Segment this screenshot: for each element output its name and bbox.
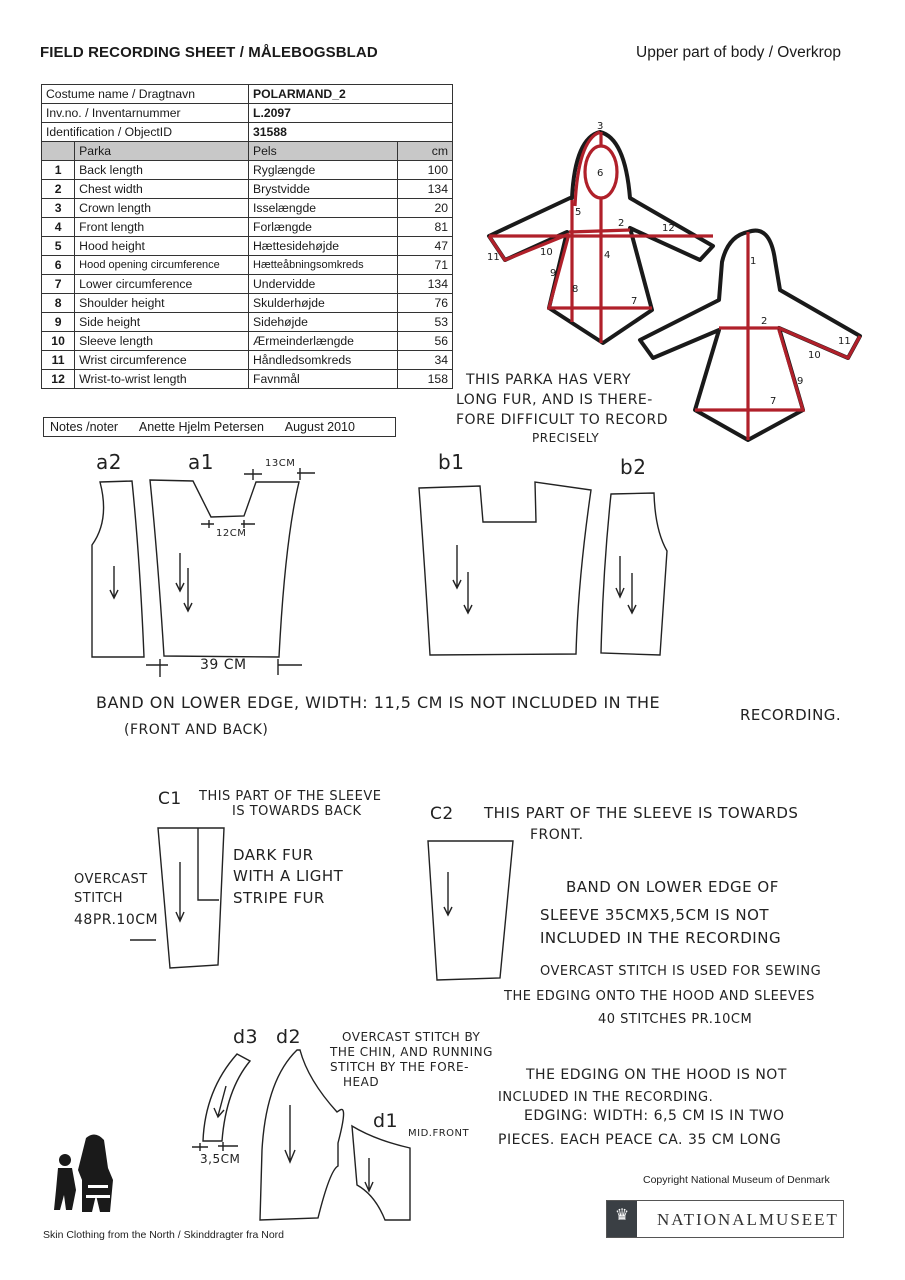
costume-label: Costume name / Dragtnavn: [42, 85, 249, 104]
back-measure-label: 9: [797, 376, 804, 387]
measurement-value: 47: [398, 237, 453, 256]
c1-fur-line: STRIPE FUR: [233, 889, 325, 907]
front-parka-diagram: [489, 132, 713, 343]
measurement-name-en: Back length: [75, 161, 249, 180]
series-caption: Skin Clothing from the North / Skinddragter fra Nord: [43, 1229, 285, 1241]
measurement-name-en: Front length: [75, 218, 249, 237]
measurement-name-da: Hættesidehøjde: [249, 237, 398, 256]
dim-13-marks: [244, 468, 315, 480]
fur-note-line: FORE DIFFICULT TO RECORD: [456, 412, 669, 428]
measurement-value: 34: [398, 351, 453, 370]
measurement-value: 100: [398, 161, 453, 180]
nationalmuseet-logo: [606, 1200, 844, 1238]
piece-c1-label: C1: [158, 789, 182, 809]
back-measure-label: 11: [838, 336, 851, 347]
measurement-value: 56: [398, 332, 453, 351]
measurement-number: 6: [42, 256, 75, 275]
c2-note-line: THIS PART OF THE SLEEVE IS TOWARDS: [484, 804, 799, 822]
measurement-value: 158: [398, 370, 453, 389]
measurement-value: 134: [398, 180, 453, 199]
measurement-value: 76: [398, 294, 453, 313]
crown-icon: ♛: [607, 1201, 637, 1237]
back-measure-label: 10: [808, 350, 821, 361]
measurement-name-da: Ryglængde: [249, 161, 398, 180]
id-label: Identification / ObjectID: [42, 123, 249, 142]
piece-c1-outline: [158, 828, 224, 968]
piece-d2-outline: [260, 1050, 344, 1220]
measurement-name-en: Hood height: [75, 237, 249, 256]
piece-d2-label: d2: [276, 1026, 302, 1048]
piece-c2-arrow: [444, 872, 452, 915]
notes-date: August 2010: [284, 420, 355, 434]
fur-note-line: PRECISELY: [532, 431, 600, 445]
measurement-name-da: Ærmeinderlængde: [249, 332, 398, 351]
dim-13-label: 13CM: [265, 458, 296, 469]
measurement-name-en: Wrist-to-wrist length: [75, 370, 249, 389]
skin-clothing-figures: [54, 1134, 113, 1212]
piece-a2-label: a2: [96, 450, 122, 474]
measurement-name-da: Undervidde: [249, 275, 398, 294]
front-measure-label: 12: [662, 223, 675, 234]
piece-d2-arrow: [285, 1105, 295, 1162]
edging-note-line: THE EDGING ON THE HOOD IS NOT: [526, 1067, 787, 1083]
measurement-name-da: Hætteåbningsomkreds: [249, 256, 398, 275]
piece-b2-arrow: [616, 556, 636, 613]
back-measure-label: 2: [761, 316, 768, 327]
dim-12-marks: [201, 520, 255, 528]
measurement-name-da: Sidehøjde: [249, 313, 398, 332]
chin-note-line: OVERCAST STITCH BY: [342, 1030, 481, 1044]
piece-b1-label: b1: [438, 450, 465, 474]
piece-b2-outline: [601, 493, 667, 655]
measurement-value: 20: [398, 199, 453, 218]
measurement-name-en: Hood opening circumference: [75, 256, 249, 275]
chin-note-line: STITCH BY THE FORE-: [330, 1060, 469, 1074]
piece-a2-outline: [92, 481, 144, 657]
measurement-number: 12: [42, 370, 75, 389]
sleeve-band-line: INCLUDED IN THE RECORDING: [540, 929, 782, 947]
section-title: Upper part of body / Overkrop: [636, 44, 842, 61]
fur-note-line: THIS PARKA HAS VERY: [466, 372, 632, 388]
edging-note-line: EDGING: WIDTH: 6,5 CM IS IN TWO: [524, 1108, 785, 1124]
id-value: 31588: [249, 123, 453, 142]
measurement-number: 5: [42, 237, 75, 256]
overcast-note-line: 40 STITCHES PR.10CM: [598, 1012, 753, 1027]
piece-c2-label: C2: [430, 804, 454, 824]
c1-stitch-line: 48PR.10CM: [74, 912, 159, 928]
front-measure-label: 11: [487, 252, 500, 263]
piece-b2-label: b2: [620, 455, 647, 479]
piece-d1-outline: [352, 1126, 410, 1220]
header-en: Parka: [75, 142, 249, 161]
overcast-note-line: THE EDGING ONTO THE HOOD AND SLEEVES: [504, 989, 815, 1004]
measurement-number: 3: [42, 199, 75, 218]
copyright: Copyright National Museum of Denmark: [643, 1174, 830, 1186]
sleeve-band-line: BAND ON LOWER EDGE OF: [566, 878, 779, 896]
piece-d3-outline: [203, 1054, 250, 1141]
page-title: FIELD RECORDING SHEET / MÅLEBOGSBLAD: [40, 44, 378, 61]
front-measure-label: 5: [575, 207, 582, 218]
measurement-number: 11: [42, 351, 75, 370]
measurement-number: 10: [42, 332, 75, 351]
measurement-number: 7: [42, 275, 75, 294]
notes-label: Notes /noter: [50, 420, 119, 434]
notes-author: Anette Hjelm Petersen: [138, 420, 264, 434]
inv-value: L.2097: [249, 104, 453, 123]
band-note-line: (FRONT AND BACK): [124, 722, 269, 738]
c1-stitch-line: STITCH: [74, 891, 124, 906]
brand-name: NATIONALMUSEET: [657, 1210, 839, 1229]
piece-b1-arrow: [453, 545, 472, 613]
header-da: Pels: [249, 142, 398, 161]
front-measure-label: 9: [550, 268, 557, 279]
front-measure-label: 3: [597, 121, 604, 132]
measurement-name-da: Brystvidde: [249, 180, 398, 199]
piece-c2-outline: [428, 841, 513, 980]
measurement-number: 1: [42, 161, 75, 180]
c1-fur-line: WITH A LIGHT: [233, 867, 344, 885]
measurement-value: 81: [398, 218, 453, 237]
sleeve-band-line: SLEEVE 35CMX5,5CM IS NOT: [540, 906, 770, 924]
piece-d3-arrow: [214, 1086, 226, 1117]
inv-label: Inv.no. / Inventarnummer: [42, 104, 249, 123]
measurement-number: 8: [42, 294, 75, 313]
band-note-line: RECORDING.: [740, 706, 842, 724]
measurement-number: 4: [42, 218, 75, 237]
front-measure-label: 7: [631, 296, 638, 307]
measurement-name-en: Crown length: [75, 199, 249, 218]
measurement-name-da: Favnmål: [249, 370, 398, 389]
back-measure-label: 1: [750, 256, 757, 267]
piece-a1-label: a1: [188, 450, 214, 474]
measurement-number: 9: [42, 313, 75, 332]
front-measure-label: 6: [597, 168, 604, 179]
front-measure-label: 2: [618, 218, 625, 229]
measurement-name-en: Chest width: [75, 180, 249, 199]
edging-note-line: INCLUDED IN THE RECORDING.: [498, 1090, 714, 1105]
chest-width-line: [569, 230, 630, 232]
piece-b1-outline: [419, 482, 591, 655]
dim-39-label: 39 CM: [200, 657, 247, 673]
front-measure-label: 10: [540, 247, 553, 258]
costume-value: POLARMAND_2: [249, 85, 453, 104]
measurement-value: 71: [398, 256, 453, 275]
front-measure-lines: [489, 132, 713, 343]
mid-front-label: MID.FRONT: [408, 1128, 470, 1139]
measurement-name-en: Wrist circumference: [75, 351, 249, 370]
piece-a1-outline: [150, 480, 299, 657]
front-measure-label: 4: [604, 250, 611, 261]
piece-d1-arrow: [365, 1158, 373, 1191]
back-measure-label: 7: [770, 396, 777, 407]
measurement-name-en: Side height: [75, 313, 249, 332]
edging-note-line: PIECES. EACH PEACE CA. 35 CM LONG: [498, 1132, 782, 1148]
measurement-name-da: Forlængde: [249, 218, 398, 237]
band-note-line: BAND ON LOWER EDGE, WIDTH: 11,5 CM IS NOT INCLUDED IN THE: [96, 693, 661, 712]
overcast-note-line: OVERCAST STITCH IS USED FOR SEWING: [540, 964, 822, 979]
c1-stitch-line: OVERCAST: [74, 872, 148, 887]
header-unit: cm: [398, 142, 453, 161]
piece-a1-arrow: [176, 553, 192, 611]
dim-35-marks: [192, 1142, 238, 1151]
chin-note-line: HEAD: [343, 1075, 380, 1089]
dim-35-label: 3,5CM: [200, 1152, 241, 1166]
measurement-name-en: Lower circumference: [75, 275, 249, 294]
c1-note-line: THIS PART OF THE SLEEVE: [199, 789, 382, 804]
piece-d1-label: d1: [373, 1110, 399, 1132]
front-measure-label: 8: [572, 284, 579, 295]
c1-note-line: IS TOWARDS BACK: [232, 804, 362, 819]
dim-12-label: 12CM: [216, 528, 247, 539]
measurement-number: 2: [42, 180, 75, 199]
measurement-name-da: Skulderhøjde: [249, 294, 398, 313]
piece-c1-arrow: [176, 862, 184, 921]
c1-fur-line: DARK FUR: [233, 846, 314, 864]
chin-note-line: THE CHIN, AND RUNNING: [330, 1045, 493, 1059]
measurement-name-da: Håndledsomkreds: [249, 351, 398, 370]
fur-note-line: LONG FUR, AND IS THERE-: [456, 392, 653, 408]
piece-d3-label: d3: [233, 1026, 259, 1048]
measurement-value: 53: [398, 313, 453, 332]
c2-note-line: FRONT.: [530, 827, 584, 843]
measurement-value: 134: [398, 275, 453, 294]
measurement-name-en: Shoulder height: [75, 294, 249, 313]
piece-a2-arrow: [110, 566, 118, 598]
measurement-name-da: Isselængde: [249, 199, 398, 218]
measurement-name-en: Sleeve length: [75, 332, 249, 351]
